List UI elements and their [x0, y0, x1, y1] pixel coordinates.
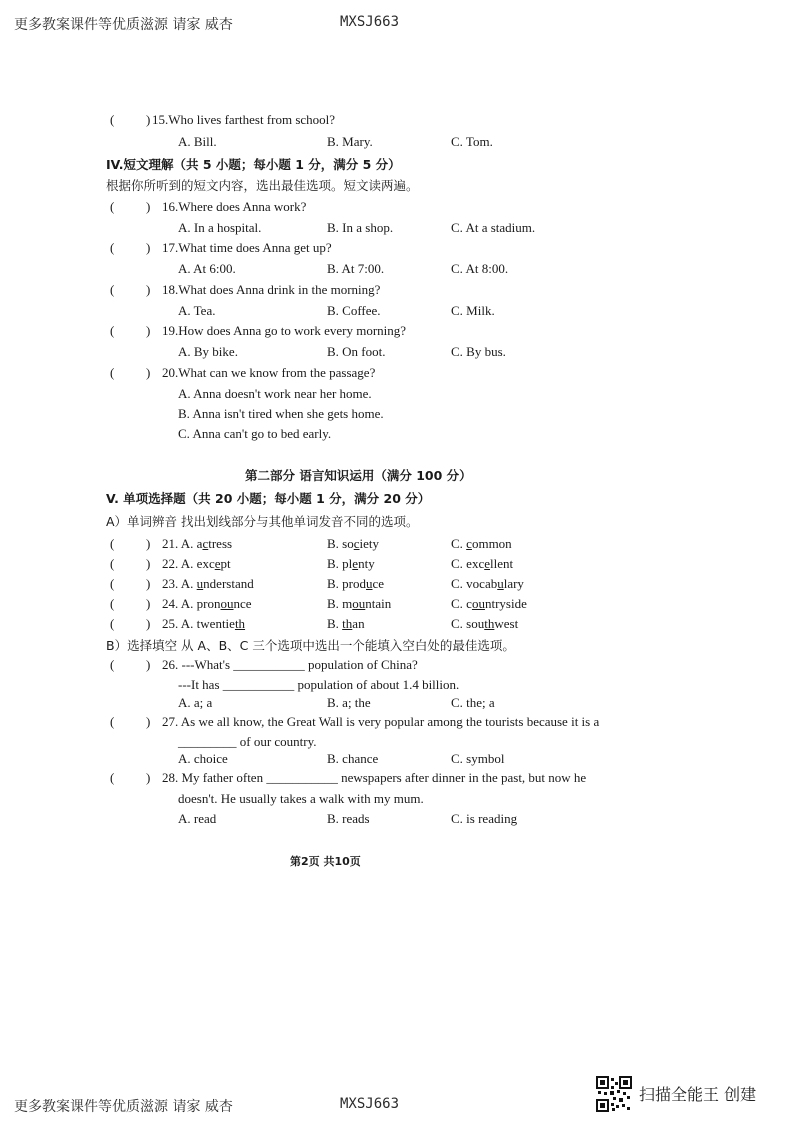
question-stem-line-2: doesn't. He usually takes a walk with my mum.: [178, 791, 424, 806]
option-a: A. Bill.: [178, 134, 217, 149]
question-stem: 26. ---What's ___________ population of China?: [162, 657, 418, 672]
option-b: B. At 7:00.: [327, 261, 385, 276]
option-a: A. read: [178, 811, 217, 826]
option-a: A. choice: [178, 751, 228, 766]
answer-paren-open: (: [110, 576, 115, 591]
answer-paren-close: ): [146, 112, 151, 127]
option-c: C. vocabulary: [451, 576, 524, 591]
section-5b-instruction: B）选择填空 从 A、B、C 三个选项中选出一个能填入空白处的最佳选项。: [106, 638, 515, 653]
option-a: 22. A. except: [162, 556, 231, 571]
section-5-title: V. 单项选择题（共 20 小题；每小题 1 分，满分 20 分）: [106, 491, 431, 506]
answer-paren-close: ): [146, 770, 151, 785]
option-a: 21. A. actress: [162, 536, 233, 551]
question-stem-line-2: ---It has ___________ population of about 1.4 billion.: [178, 677, 460, 692]
section-5a-instruction: A）单词辨音 找出划线部分与其他单词发音不同的选项。: [106, 514, 419, 529]
answer-paren-close: ): [146, 596, 151, 611]
question-stem: 18.What does Anna drink in the morning?: [162, 282, 381, 297]
answer-paren-close: ): [146, 199, 151, 214]
option-b: B. society: [327, 536, 380, 551]
answer-paren-open: (: [110, 556, 115, 571]
option-a: A. Anna doesn't work near her home.: [178, 386, 372, 401]
option-a: A. By bike.: [178, 344, 238, 359]
option-c: C. By bus.: [451, 344, 506, 359]
option-b: B. a; the: [327, 695, 371, 710]
option-a: A. a; a: [178, 695, 213, 710]
answer-paren-close: ): [146, 616, 151, 631]
header-code: MXSJ663: [340, 14, 400, 30]
answer-paren-close: ): [146, 282, 151, 297]
option-b: B. reads: [327, 811, 370, 826]
section-4-title: IV.短文理解（共 5 小题；每小题 1 分，满分 5 分）: [106, 157, 401, 172]
answer-paren-open: (: [110, 323, 115, 338]
option-a: 23. A. understand: [162, 576, 254, 591]
answer-paren-close: ): [146, 714, 151, 729]
answer-paren-open: (: [110, 365, 115, 380]
option-b: B. plenty: [327, 556, 375, 571]
option-b: B. chance: [327, 751, 379, 766]
option-a: A. In a hospital.: [178, 220, 262, 235]
answer-paren-close: ): [146, 556, 151, 571]
option-b: B. Anna isn't tired when she gets home.: [178, 406, 384, 421]
header-text: 更多教案课件等优质滋源 请家 威杏: [14, 17, 233, 33]
option-a: 24. A. pronounce: [162, 596, 252, 611]
option-a: 25. A. twentieth: [162, 616, 246, 631]
option-c: C. the; a: [451, 695, 495, 710]
option-a: A. At 6:00.: [178, 261, 236, 276]
question-stem: 16.Where does Anna work?: [162, 199, 307, 214]
question-stem: 17.What time does Anna get up?: [162, 240, 332, 255]
answer-paren-open: (: [110, 536, 115, 551]
question-stem: 15.Who lives farthest from school?: [152, 112, 336, 127]
page-number: 第2页 共10页: [290, 855, 361, 868]
question-stem: 27. As we all know, the Great Wall is very popular among the tourists because it is a: [162, 714, 600, 729]
option-c: C. southwest: [451, 616, 519, 631]
option-c: C. Milk.: [451, 303, 495, 318]
option-c: C. countryside: [451, 596, 527, 611]
answer-paren-open: (: [110, 596, 115, 611]
option-b: B. On foot.: [327, 344, 386, 359]
question-stem-line-2: _________ of our country.: [178, 734, 317, 749]
footer-text: 更多教案课件等优质滋源 请家 威杏: [14, 1099, 233, 1115]
option-c: C. Tom.: [451, 134, 493, 149]
answer-paren-open: (: [110, 770, 115, 785]
option-b: B. Coffee.: [327, 303, 381, 318]
answer-paren-open: (: [110, 240, 115, 255]
answer-paren-open: (: [110, 616, 115, 631]
question-stem: 20.What can we know from the passage?: [162, 365, 376, 380]
answer-paren-open: (: [110, 657, 115, 672]
answer-paren-open: (: [110, 199, 115, 214]
option-c: C. At a stadium.: [451, 220, 536, 235]
answer-paren-close: ): [146, 657, 151, 672]
answer-paren-close: ): [146, 576, 151, 591]
question-stem: 19.How does Anna go to work every morning?: [162, 323, 407, 338]
option-b: B. mountain: [327, 596, 392, 611]
qr-code-icon: [596, 1076, 632, 1112]
option-c: C. excellent: [451, 556, 514, 571]
answer-paren-open: (: [110, 112, 115, 127]
option-b: B. than: [327, 616, 365, 631]
scanner-watermark: 扫描全能王 创建: [639, 1085, 757, 1104]
question-stem: 28. My father often ___________ newspapers after dinner in the past, but now he: [162, 770, 587, 785]
answer-paren-open: (: [110, 714, 115, 729]
answer-paren-open: (: [110, 282, 115, 297]
option-c: C. At 8:00.: [451, 261, 509, 276]
answer-paren-close: ): [146, 323, 151, 338]
option-b: B. produce: [327, 576, 385, 591]
option-c: C. Anna can't go to bed early.: [178, 426, 332, 441]
answer-paren-close: ): [146, 536, 151, 551]
answer-paren-close: ): [146, 240, 151, 255]
option-b: B. Mary.: [327, 134, 373, 149]
option-a: A. Tea.: [178, 303, 216, 318]
option-c: C. is reading: [451, 811, 518, 826]
option-c: C. symbol: [451, 751, 505, 766]
footer-code: MXSJ663: [340, 1096, 400, 1112]
answer-paren-close: ): [146, 365, 151, 380]
option-b: B. In a shop.: [327, 220, 394, 235]
part-2-title: 第二部分 语言知识运用（满分 100 分）: [245, 468, 472, 483]
option-c: C. common: [451, 536, 512, 551]
section-4-instruction: 根据你所听到的短文内容，选出最佳选项。短文读两遍。: [106, 178, 419, 193]
